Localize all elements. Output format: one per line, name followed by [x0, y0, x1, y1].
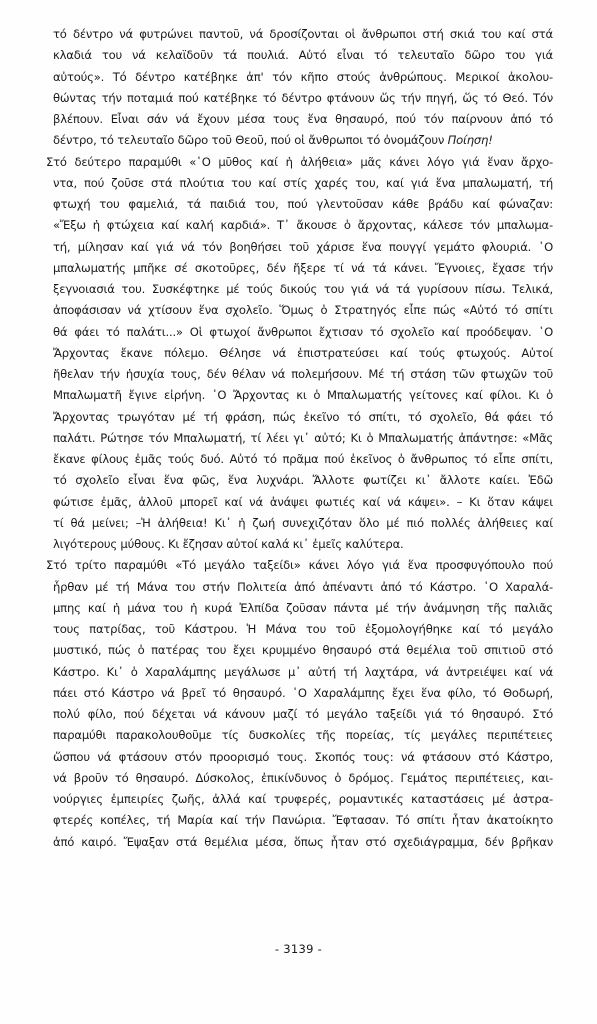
text-line: «Ἔξω ἡ φτώχεια καί καλή καρδιά». Τ᾽ ἄκουσε ὁ ἄρχοντας, κάλεσε τόν μπαλωμα- — [53, 218, 553, 233]
text-line: Ἄρχοντας τρωγόταν μέ τή φράση, πώς ἐκεῖνο τό σπίτι, τό σχολεῖο, θά φάει τό — [53, 409, 553, 424]
text-line: αὐτούς». Τό δέντρο κατέβηκε ἀπ' τόν κῆπο στούς ἀνθρώπους. Μερικοί ἀκολου- — [53, 69, 553, 84]
text-line: φτερές κοπέλες, τή Μαρία καί τήν Πανώρια. Ἔφτασαν. Τό σπίτι ἦταν ἀκατοίκητο — [53, 813, 553, 828]
text-line: ὥσπου νά φτάσουν στόν προορισμό τους. Σκοπός τους: νά φτάσουν στό Κάστρο, — [53, 749, 553, 764]
text-line: τους πατρίδας, τοῦ Κάστρου. Ἡ Μάνα του τοῦ ἐξομολογήθηκε καί τό μεγάλο — [53, 622, 553, 636]
text-line: τό σχολεῖο εἶναι ἕνα φῶς, ἕνα λυχνάρι. Ἄλλοτε φωτίζει κι᾽ ἄλλοτε καίει. Ἐδῶ — [53, 473, 553, 488]
text-line: βλέπουν. Εἶναι σάν νά ἔχουν μέσα τους ἕνα θησαυρό, πού τόν παίρνουν ἀπό τό — [53, 112, 553, 126]
text-line: θά φάει τό παλάτι...» Οἱ φτωχοί ἄνθρωποι ἔχτισαν τό σχολεῖο καί προόδεψαν. ῾Ο — [53, 324, 553, 339]
text-line: ντα, πού ζοῦσε στά πλούτια του καί στίς χαρές του, καί γιά ἕνα μπαλωματή, τή — [53, 175, 553, 190]
paragraph-start-line: Στό τρίτο παραμύθι «Τό μεγάλο ταξείδι» κάνει λόγο γιά ἕνα προσφυγόπουλο πού — [46, 558, 553, 573]
text-line: ἤθελαν τήν ἡσυχία τους, δέν θέλαν νά πολεμήσουν. Μέ τή στάση τῶν φτωχῶν τοῦ — [53, 367, 553, 381]
page-number: - 3139 - — [274, 942, 323, 956]
text-line: τή, μίλησαν καί γιά νά τόν βοηθήσει τοῦ χάρισε ἕνα πουγγί γεμάτο φλουριά. ῾Ο — [53, 239, 553, 254]
text-line: μπης καί ἡ μάνα του ἡ κυρά Ἐλπίδα ζοῦσαν πάντα μέ τήν ἀνάμνηση τῆς παλιᾶς — [53, 600, 553, 615]
text-line: νά βροῦν τό θησαυρό. Δύσκολος, ἐπικίνδυνος ὁ δρόμος. Γεμάτος περιπέτειες, και- — [53, 770, 553, 785]
text-line: παλάτι. Ρώτησε τόν Μπαλωματή, τί λέει γι᾽ αὐτό; Κι ὁ Μπαλωματής ἀπάντησε: «Μᾶς — [53, 430, 553, 445]
text-line: τί θά μείνει; –Ἡ ἀλήθεια! Κι᾽ ἡ ζωή συνεχιζόταν ὅλο μέ πιό πολλές ἀλήθειες καί — [53, 515, 553, 530]
text-line: λιγότερους μύθους. Κι ἔζησαν αὐτοί καλά κι᾽ ἐμεῖς καλύτερα. — [53, 537, 404, 551]
text-line: φτωχή του φαμελιά, τά παιδιά του, πού γλεντοῦσαν κάθε βράδυ καί φώναζαν: — [53, 197, 553, 211]
paragraph-start-line: Στό δεύτερο παραμύθι «῾Ο μῦθος καί ἡ ἀλήθεια» μᾶς κάνει λόγο γιά ἕναν ἄρχο- — [46, 154, 553, 169]
text-line: Ἄρχοντας ἔκανε πόλεμο. Θέλησε νά ἐπιστρατεύσει καί τούς φτωχούς. Αὐτοί — [53, 345, 553, 360]
body-text — [46, 24, 553, 853]
text-line: πολύ φίλο, πού δέχεται νά κάνουν μαζί τό μεγάλο ταξείδι γιά τό θησαυρό. Στό — [53, 707, 553, 721]
text-line: παραμύθι παρακολουθοῦμε τίς δυσκολίες τῆς πορείας, τίς μεγάλες περιπέτειες — [53, 728, 553, 743]
text-line: ἔκανε φίλους ἐμᾶς τούς δυό. Αὐτό τό πρᾶμα πού ἐκεῖνος ὁ ἄνθρωπος τό εἶπε σπίτι, — [53, 452, 553, 466]
text-line: δέντρο, τό τελευταῖο δῶρο τοῦ Θεοῦ, πού οἱ ἄνθρωποι τό ὀνομάζουν Ποίηση! — [53, 133, 493, 148]
emphasized-word: Ποίηση! — [447, 133, 493, 148]
text-line: θώντας τήν ποταμιά πού κατέβηκε τό δέντρο φτάνουν ὥς τήν πηγή, ὥς τό Θεό. Τόν — [53, 90, 553, 105]
text-line: μυστικό, πώς ὁ πατέρας του ἔχει κρυμμένο θησαυρό στά θεμέλια τοῦ σπιτιοῦ στό — [53, 643, 553, 658]
text-line: φώτισε ἐμᾶς, ἀλλοῦ μπορεῖ καί νά ἀνάψει φωτιές καί νά κάψει». – Κι ὅταν κάψει — [53, 494, 553, 509]
text-line: νούργιες ἐμπειρίες ζωῆς, ἀλλά καί τρυφερές, ρομαντικές καταστάσεις μέ ἀστρα- — [53, 792, 553, 806]
text-line: μπαλωματής μπῆκε σέ σκοτοῦρες, δέν ἤξερε τί νά τά κάνει. Ἔγνοιες, ἔχασε τήν — [53, 260, 553, 275]
text-line: ἀπό καιρό. Ἔψαξαν στά θεμέλια μέσα, ὅπως ἦταν στό σχεδιάγραμμα, δέν βρῆκαν — [53, 834, 553, 849]
text-line: πάει στό Κάστρο νά βρεῖ τό θησαυρό. ῾Ο Χαραλάμπης ἔχει ἕνα φίλο, τό Θοδωρή, — [53, 685, 553, 700]
text-line: ἀποφάσισαν νά χτίσουν ἕνα σχολεῖο. Ὅμως ὁ Στρατηγός εἶπε πώς «Αὐτό τό σπίτι — [53, 303, 553, 318]
text-line: ξεγνοιασιά του. Συσκέφτηκε μέ τούς δικούς του γιά νά τά γυρίσουν πίσω. Τελικά, — [53, 282, 553, 296]
text-line: τό δέντρο νά φυτρώνει παντοῦ, νά δροσίζονται οἱ ἄνθρωποι στή σκιά του καί στά — [53, 27, 553, 41]
text-line: Κάστρο. Κι᾽ ὁ Χαραλάμπης μεγάλωσε μ᾽ αὐτή τή λαχτάρα, νά ἀντρειέψει καί νά — [53, 664, 553, 679]
text-line: Μπαλωματῆ ἔγινε εἰρήνη. ῾Ο Ἄρχοντας κι ὁ Μπαλωματής γείτονες καί φίλοι. Κι ὁ — [53, 388, 553, 403]
text-line: κλαδιά του νά κελαϊδοῦν τά πουλιά. Αὐτό εἶναι τό τελευταῖο δῶρο του γιά — [53, 48, 553, 63]
text-line: ἦρθαν μέ τή Μάνα του στήν Πολιτεία ἀπό ἀπέναντι ἀπό τό Κάστρο. ῾Ο Χαραλά- — [53, 579, 553, 594]
